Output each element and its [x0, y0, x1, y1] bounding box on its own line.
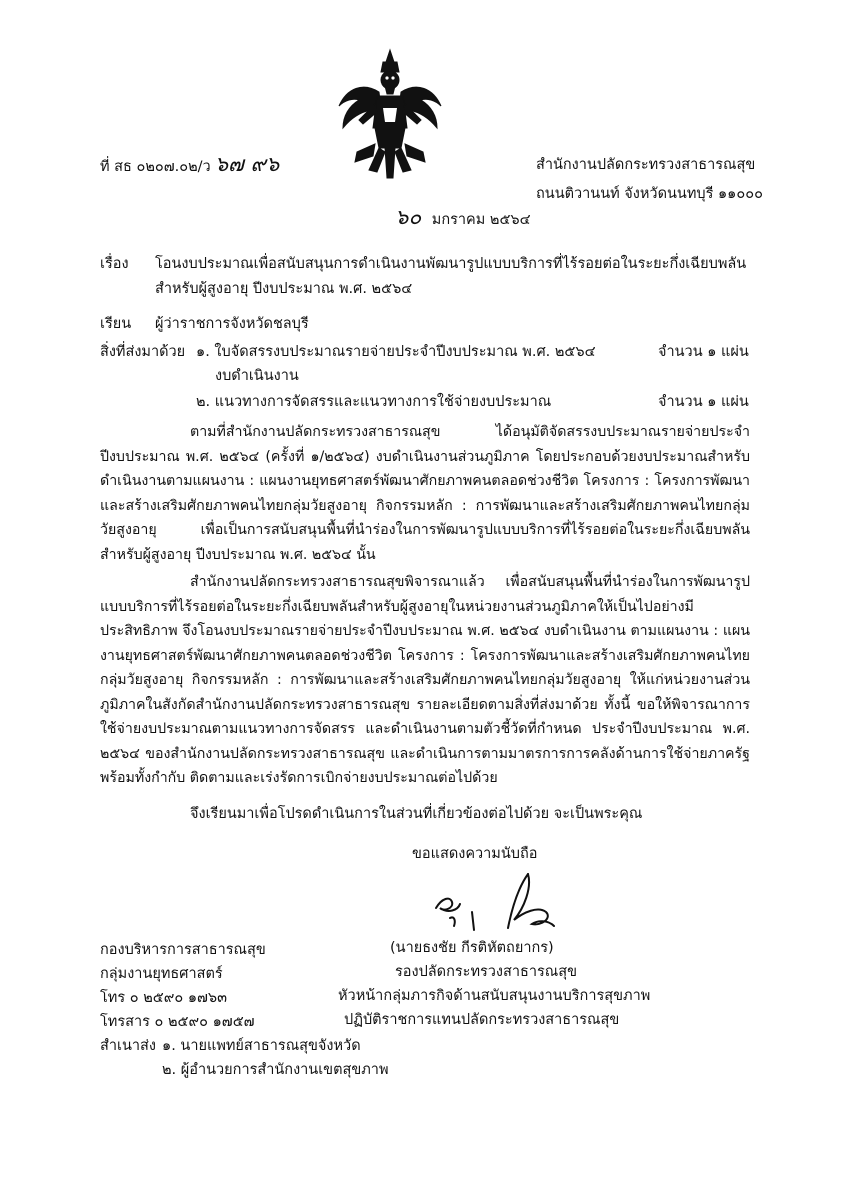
subject-line-1: โอนงบประมาณเพื่อสนับสนุนการดำเนินงานพัฒนารูปแบบบริการที่ไร้รอยต่อในระยะกึ่งเฉียบพลัน — [155, 256, 747, 272]
recipient-label: เรียน — [100, 316, 132, 332]
signer-position-3: ปฏิบัติราชการแทนปลัดกระทรวงสาธารณสุข — [344, 1012, 620, 1028]
signer-name: (นายธงชัย กีรติหัตถยากร) — [390, 940, 554, 956]
body-paragraph-3: จึงเรียนมาเพื่อโปรดดำเนินการในส่วนที่เกี่ยวข้องต่อไปด้วย จะเป็นพระคุณ — [190, 806, 643, 822]
body-paragraph-2 — [100, 570, 750, 791]
cc-label: สำเนาส่ง — [100, 1038, 156, 1054]
subject-label: เรื่อง — [100, 256, 129, 272]
doc-number-printed: ที่ สธ ๐๒๐๗.๐๒/ว — [100, 159, 211, 175]
footer-division: กองบริหารการสาธารณสุข — [100, 942, 266, 958]
footer-group: กลุ่มงานยุทธศาสตร์ — [100, 966, 223, 982]
garuda-emblem-icon — [335, 48, 445, 180]
recipient-name: ผู้ว่าราชการจังหวัดชลบุรี — [155, 316, 309, 332]
sender-org: สำนักงานปลัดกระทรวงสาธารณสุข — [536, 157, 756, 173]
footer-tel: โทร ๐ ๒๕๙๐ ๑๗๖๓ — [100, 990, 228, 1006]
document-date — [395, 205, 531, 230]
signer-position-2: หัวหน้ากลุ่มภารกิจด้านสนับสนุนงานบริการสุขภาพ — [338, 988, 651, 1004]
date-day-handwritten: ๖๐ — [395, 205, 422, 229]
attachment-item-2: ๒. แนวทางการจัดสรรและแนวทางการใช้จ่ายงบประมาณ — [196, 394, 552, 410]
attachment-item-1-qty: จำนวน ๑ แผ่น — [658, 344, 749, 360]
subject-line-2: สำหรับผู้สูงอายุ ปีงบประมาณ พ.ศ. ๒๕๖๔ — [155, 281, 413, 297]
sender-address: ถนนติวานนท์ จังหวัดนนทบุรี ๑๑๐๐๐ — [536, 186, 763, 202]
body-paragraph-1-text: ตามที่สำนักงานปลัดกระทรวงสาธารณสุข ได้อนุมัติจัดสรรงบประมาณรายจ่ายประจำปีงบประมาณ พ.ศ. ๒๕๖๔ (ครั้งที่ ๑/๒๕๖๔) งบดำเนินงานส่วนภูมิภาค โดยประกอบด้วยงบประมาณสำหรับดำเนินงานตามแผนงาน : แผนงานยุทธศาสตร์พัฒนาศักยภาพคนตลอดช่วงชีวิต โครงการ : โครงการพัฒนาและสร้างเสริมศักยภาพคนไทยกลุ่มวัยสูงอายุ กิจกรรมหลัก : การพัฒนาและสร้างเสริมศักยภาพคนไทยกลุ่มวัยสูงอายุ เพื่อเป็นการสนับสนุนพื้นที่นำร่องในการพัฒนารูปแบบบริการที่ไร้รอยต่อในระยะกึ่งเฉียบพลันสำหรับผู้สูงอายุ ปีงบประมาณ พ.ศ. ๒๕๖๔ นั้น — [100, 424, 750, 563]
date-text: มกราคม ๒๕๖๔ — [431, 212, 531, 228]
attachments-label: สิ่งที่ส่งมาด้วย — [100, 344, 186, 360]
body-paragraph-2-text: สำนักงานปลัดกระทรวงสาธารณสุขพิจารณาแล้ว เพื่อสนับสนุนพื้นที่นำร่องในการพัฒนารูปแบบบริการที่ไร้รอยต่อในระยะกึ่งเฉียบพลันสำหรับผู้สูงอายุในหน่วยงานส่วนภูมิภาคให้เป็นไปอย่างมีประสิทธิภาพ จึงโอนงบประมาณรายจ่ายประจำปีงบประมาณ พ.ศ. ๒๕๖๔ งบดำเนินงาน ตามแผนงาน : แผนงานยุทธศาสตร์พัฒนาศักยภาพคนตลอดช่วงชีวิต โครงการ : โครงการพัฒนาและสร้างเสริมศักยภาพคนไทยกลุ่มวัยสูงอายุ กิจกรรมหลัก : การพัฒนาและสร้างเสริมศักยภาพคนไทยกลุ่มวัยสูงอายุ ให้แก่หน่วยงานส่วนภูมิภาคในสังกัดสำนักงานปลัดกระทรวงสาธารณสุข รายละเอียดตามสิ่งที่ส่งมาด้วย ทั้งนี้ ขอให้พิจารณาการใช้จ่ายงบประมาณตามแนวทางการจัดสรร และดำเนินงานตามตัวชี้วัดที่กำหนด ประจำปีงบประมาณ พ.ศ. ๒๕๖๔ ของสำนักงานปลัดกระทรวงสาธารณสุข และดำเนินการตามมาตรการการคลังด้านการใช้จ่ายภาครัฐ พร้อมทั้งกำกับ ติดตามและเร่งรัดการเบิกจ่ายงบประมาณต่อไปด้วย — [100, 574, 750, 786]
doc-number — [100, 152, 279, 177]
closing: ขอแสดงความนับถือ — [412, 846, 538, 862]
body-paragraph-1 — [100, 420, 750, 567]
handwritten-signature — [428, 868, 568, 943]
attachment-item-1-cont: งบดำเนินงาน — [215, 368, 299, 384]
attachment-item-1: ๑. ใบจัดสรรงบประมาณรายจ่ายประจำปีงบประมาณ พ.ศ. ๒๕๖๔ — [196, 344, 596, 360]
attachment-item-2-qty: จำนวน ๑ แผ่น — [658, 394, 749, 410]
cc-item-1: ๑. นายแพทย์สาธารณสุขจังหวัด — [162, 1038, 361, 1054]
signer-position-1: รองปลัดกระทรวงสาธารณสุข — [395, 964, 577, 980]
doc-number-handwritten: ๖๗ ๙๖ — [214, 152, 280, 176]
footer-fax: โทรสาร ๐ ๒๕๙๐ ๑๗๕๗ — [100, 1014, 255, 1030]
cc-item-2: ๒. ผู้อำนวยการสำนักงานเขตสุขภาพ — [162, 1062, 389, 1078]
